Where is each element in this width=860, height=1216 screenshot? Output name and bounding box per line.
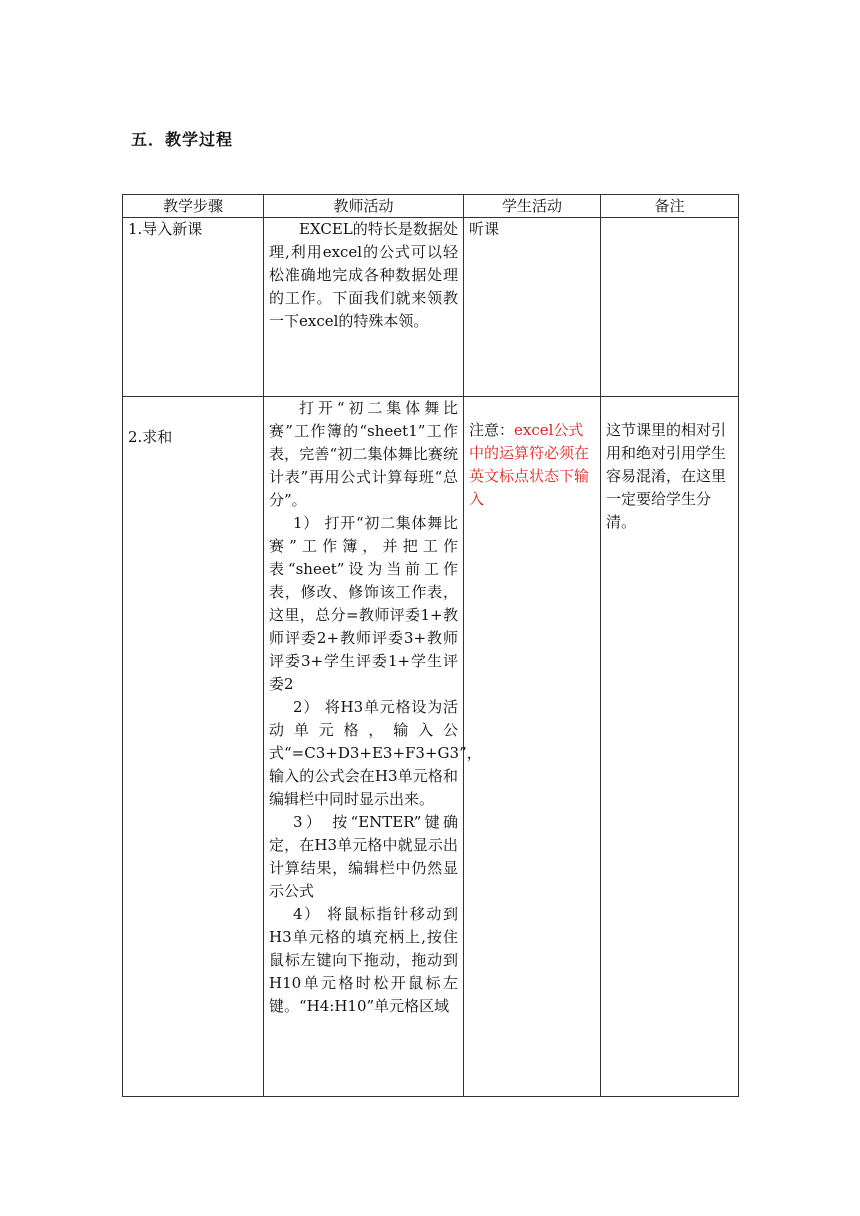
note-cell — [601, 397, 739, 1097]
header-step: 教学步骤 — [123, 195, 264, 218]
table-row — [123, 397, 739, 1097]
section-title: 五．教学过程 — [131, 130, 234, 149]
teacher-step-item: 1） 打开“初二集体舞比赛”工作簿，并把工作表“sheet”设为当前工作表，修改、修饰该工作表，这里，总分=教师评委1+教师评委2+教师评委3+教师评委3+学生评委1+学生评委2 — [269, 514, 458, 693]
lesson-process-table — [122, 194, 739, 1097]
step-label: 2.求和 — [128, 428, 173, 446]
attention-prefix: 注意： — [469, 421, 515, 439]
header-teacher: 教师活动 — [264, 195, 464, 218]
header-student: 学生活动 — [464, 195, 601, 218]
teacher-intro-text: 打开“初二集体舞比赛”工作簿的“sheet1”工作表，完善“初二集体舞比赛统计表”再用公式计算每班“总分”。 — [269, 399, 458, 509]
student-activity-cell — [464, 397, 601, 1097]
table-header-row — [123, 195, 739, 218]
teacher-intro-text: EXCEL的特长是数据处理,利用excel的公式可以轻松准确地完成各种数据处理的工作。下面我们就来领教一下excel的特殊本领。 — [269, 220, 458, 330]
step-cell: 1.导入新课 — [123, 218, 264, 397]
teacher-activity-cell — [264, 397, 482, 1097]
header-note: 备注 — [601, 195, 739, 218]
student-activity-cell: 听课 — [464, 218, 601, 397]
teacher-step-item: 3） 按“ENTER”键确定，在H3单元格中就显示出计算结果，编辑栏中仍然显示公式 — [269, 813, 458, 900]
teacher-step-item: 4） 将鼠标指针移动到H3单元格的填充柄上,按住鼠标左键向下拖动，拖动到H10单元格时松开鼠标左键。“H4:H10”单元格区域 — [269, 905, 458, 1015]
note-cell — [601, 218, 739, 397]
teacher-step-item: 2） 将H3单元格设为活动单元格，输入公式“=C3+D3+E3+F3+G3”，输入的公式会在H3单元格和编辑栏中同时显示出来。 — [269, 698, 482, 808]
attention-note: excel公式中的运算符必须在英文标点状态下输入 — [469, 421, 590, 508]
step-cell — [123, 397, 264, 1097]
remark-text: 这节课里的相对引用和绝对引用学生容易混淆，在这里一定要给学生分清。 — [606, 421, 727, 531]
table-row — [123, 218, 739, 397]
teacher-activity-cell — [264, 218, 464, 397]
